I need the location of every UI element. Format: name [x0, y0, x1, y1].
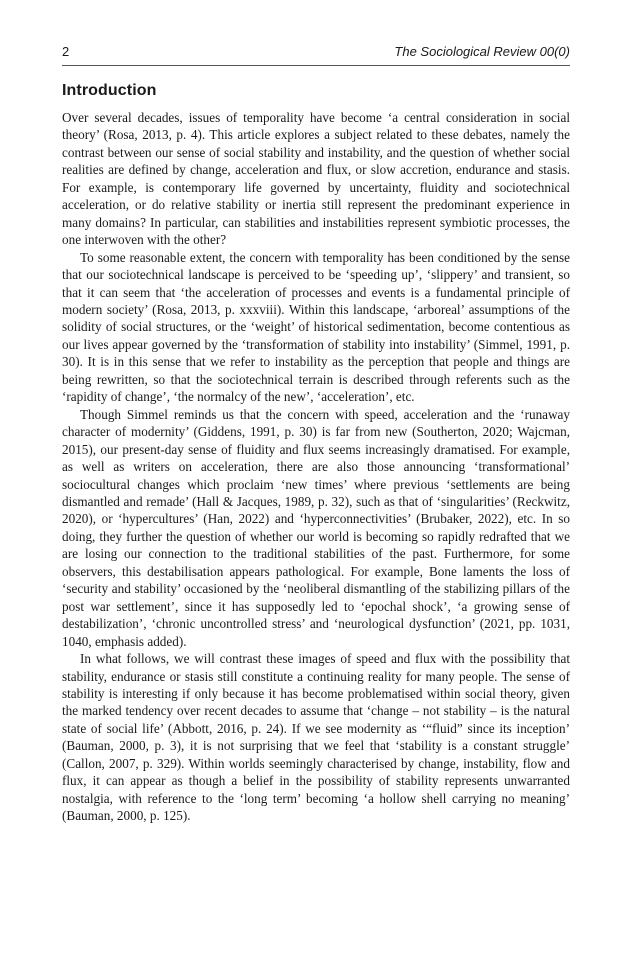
section-heading: Introduction [62, 82, 157, 99]
page-number: 2 [62, 44, 70, 59]
body-text [62, 109, 570, 825]
paragraph-1: Over several decades, issues of temporality have become ‘a central consideration in social theory’ (Rosa, 2013, p. 4). This article explores a subject related to these debates, namely the contrast between our sense of social stability and instability, and the question of whether social realities are defined by change, acceleration and flux, or slow accretion, endurance and stasis. For example, is contemporary life governed by uncertainty, fluidity and sociotechnical acceleration, or do relative stability or inertia still represent the predominant experience in many domains? In particular, can stabilities and instabilities represent symbiotic processes, the one interwoven with the other? [62, 110, 570, 248]
page [62, 44, 570, 825]
paragraph-4: In what follows, we will contrast these images of speed and flux with the possibility that stability, endurance or stasis still constitute a continuing reality for many people. The sense of stability is interesting if only because it has become problematised within social theory, given the marked tendency over recent decades to assume that ‘change – not stability – is the natural state of social life’ (Abbott, 2016, p. 24). If we see modernity as ‘“fluid” since its inception’ (Bauman, 2000, p. 3), it is not surprising that we feel that ‘stability is a constant struggle’ (Callon, 2007, p. 329). Within worlds seemingly characterised by change, instability, flow and flux, it can appear as though a belief in the possibility of stability represents unwarranted nostalgia, with reference to the ‘long term’ becoming ‘a hollow shell carrying no meaning’ (Bauman, 2000, p. 125). [62, 651, 570, 824]
paragraph-2: To some reasonable extent, the concern with temporality has been conditioned by the sense that our sociotechnical landscape is perceived to be ‘speeding up’, ‘slippery’ and transient, so that it can seem that ‘the acceleration of processes and events is a fundamental principle of modern society’ (Rosa, 2013, p. xxxviii). Within this landscape, ‘arboreal’ assumptions of the solidity of social structures, or the ‘weight’ of historical sedimentation, become contentious as our lives appear governed by the ‘transformation of stability into instability’ (Simmel, 1991, p. 30). It is in this sense that we refer to instability as the perception that people and things are being rewritten, so that the sociotechnical terrain is described through referents such as the ‘rapidity of change’, ‘the normalcy of the new’, ‘acceleration’, etc. [62, 249, 570, 405]
running-head [62, 44, 570, 66]
journal-title: The Sociological Review 00(0) [394, 44, 570, 59]
paragraph-3: Though Simmel reminds us that the concern with speed, acceleration and the ‘runaway character of modernity’ (Giddens, 1991, p. 30) is far from new (Southerton, 2020; Wajcman, 2015), our present-day sense of fluidity and flux seems increasingly dramatised. For example, as well as writers on acceleration, there are also those announcing ‘transformational’ sociocultural changes which proclaim ‘new times’ where previous ‘settlements are being dismantled and remade’ (Hall & Jacques, 1989, p. 32), such as that of ‘singularities’ (Reckwitz, 2020), or ‘hypercultures’ (Han, 2022) and ‘hyperconnectivities’ (Brubaker, 2022), etc. In so doing, they further the question of whether our world is becoming so rapidly redrafted that we are losing our connection to the traditional stabilities of the past. Furthermore, for some observers, this destabilisation appears pathological. For example, Bone laments the loss of ‘security and stability’ occasioned by the ‘neoliberal dismantling of the stabilizing pillars of the post war settlement’, since it has supposedly led to ‘epochal shock’, ‘a growing sense of destabilization’, ‘chronic uncontrolled stress’ and ‘neurological dysfunction’ (2021, pp. 1031, 1040, emphasis added). [62, 406, 570, 649]
